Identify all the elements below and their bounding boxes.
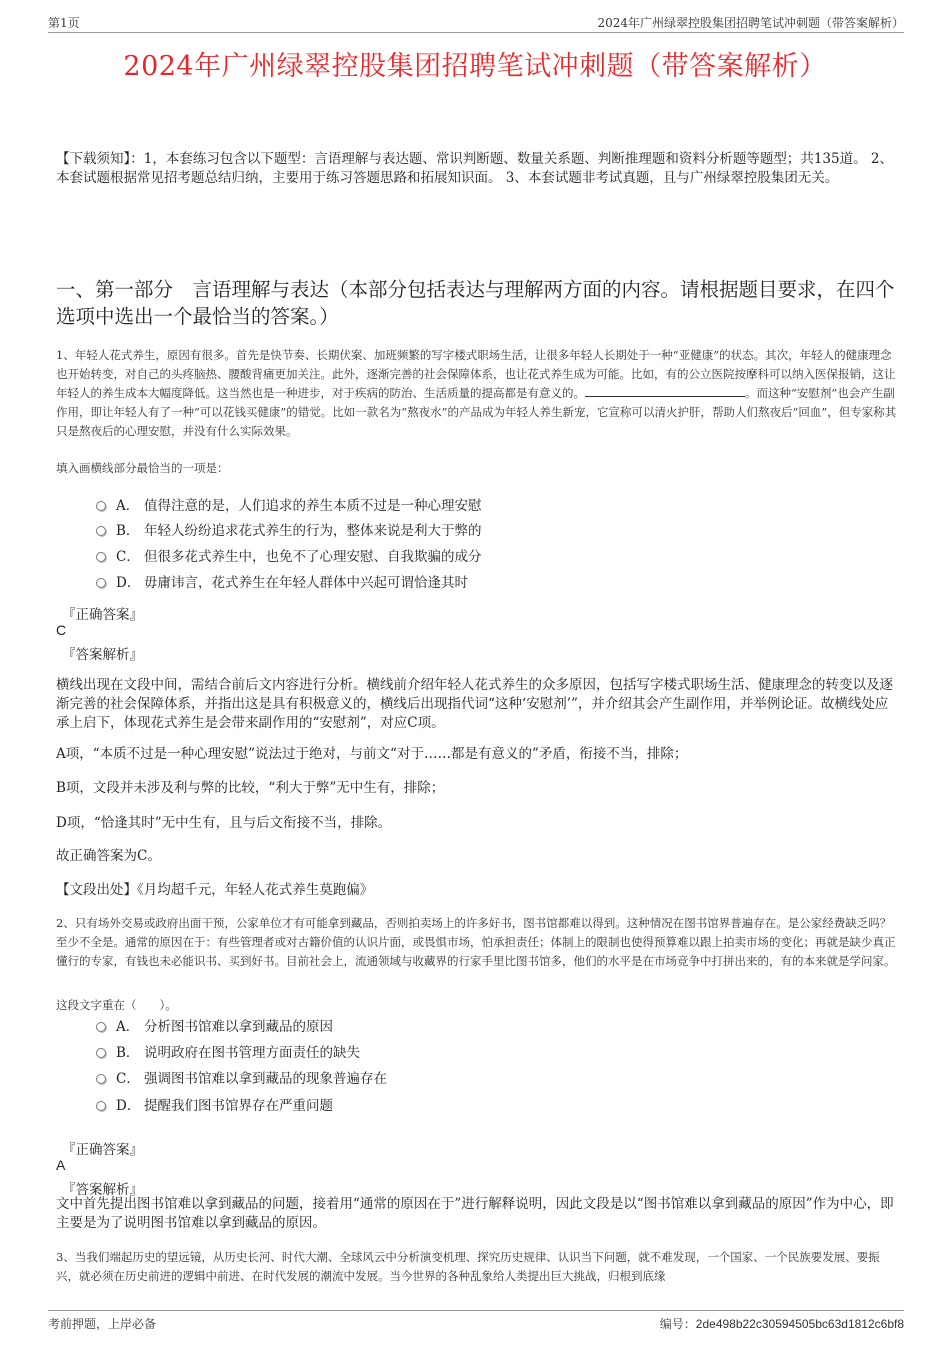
- fill-in-blank: [585, 384, 745, 397]
- question-1-option-d[interactable]: D． 毋庸讳言，花式养生在年轻人群体中兴起可谓恰逢其时: [96, 574, 468, 592]
- radio-icon[interactable]: [96, 501, 106, 511]
- page-title: 2024年广州绿翠控股集团招聘笔试冲刺题（带答案解析）: [123, 51, 827, 82]
- question-3-stem: 3、当我们端起历史的望远镜，从历史长河、时代大潮、全球风云中分析演变机理、探究历史规律、认识当下问题，就不难发现，一个国家、一个民族要发展、要振兴，就必须在历史前进的逻辑中前进、在时代发展的潮流中发展。当今世界的各种乱象给人类提出巨大挑战，归根到底缘: [56, 1250, 880, 1283]
- question-1-option-c[interactable]: C． 但很多花式养生中，也免不了心理安慰、自我欺骗的成分: [96, 548, 482, 566]
- question-2-analysis: 文中首先提出图书馆难以拿到藏品的问题，接着用“通常的原因在于”进行解释说明，因此文段是以“图书馆难以拿到藏品的原因”作为中心，即主要是为了说明图书馆难以拿到藏品的原因。: [56, 1196, 894, 1231]
- question-2-option-d[interactable]: D． 提醒我们图书馆界存在严重问题: [96, 1097, 333, 1115]
- radio-icon[interactable]: [96, 552, 106, 562]
- question-1-prompt: 填入画横线部分最恰当的一项是：: [56, 461, 229, 475]
- radio-icon[interactable]: [96, 1101, 106, 1111]
- question-1-source: 【文段出处】《月均超千元，年轻人花式养生莫跑偏》: [56, 882, 374, 898]
- question-1-analysis-main: 横线出现在文段中间，需结合前后文内容进行分析。横线前介绍年轻人花式养生的众多原因，包括写字楼式职场生活、健康理念的转变以及逐渐完善的社会保障体系，并指出这是具有积极意义的，横线后出现指代词“这种‘安慰剂’”，并介绍其会产生副作用，并举例论证。故横线处应承上启下，体现花式养生是会带来副作用的“安慰剂”，对应C项。: [56, 677, 893, 731]
- header-doc-title: 2024年广州绿翠控股集团招聘笔试冲刺题（带答案解析）: [597, 16, 904, 30]
- question-1-stem: 1、年轻人花式养生，原因有很多。首先是快节奏、长期伏案、加班频繁的写字楼式职场生活，让很多年轻人长期处于一种“亚健康”的状态。其次，年轻人的健康理念也开始转变，对自己的头疼脑热、腰酸背痛更加关注。此外，逐渐完善的社会保障体系，也让花式养生成为可能。比如，有的公立医院按摩科可以纳入医保报销，这让年轻人的养生成本大幅度降低。这当然也是一种进步，对于疾病的防治、生活质量的提高都是有意义的。 。而这种“安慰剂”也会产生副作用，即让年轻人有了一种“可以花钱买健康”的错觉。比如一款名为“熬夜水”的产品成为年轻人养生新宠，它宣称可以清火护肝，帮助人们熬夜后“回血”，但专家称其只是熬夜后的心理安慰，并没有什么实际效果。: [56, 348, 897, 438]
- page-header: [48, 12, 904, 33]
- question-2-analysis-label: 『答案解析』: [62, 1182, 143, 1198]
- question-2-option-a[interactable]: A． 分析图书馆难以拿到藏品的原因: [96, 1018, 333, 1036]
- radio-icon[interactable]: [96, 1074, 106, 1084]
- section-title: 一、第一部分 言语理解与表达（本部分包括表达与理解两方面的内容。请根据题目要求，在四个选项中选出一个最恰当的答案。）: [56, 278, 895, 328]
- question-1-option-b[interactable]: B． 年轻人纷纷追求花式养生的行为，整体来说是利大于弊的: [96, 522, 482, 540]
- question-1-analysis-label: 『答案解析』: [62, 647, 143, 663]
- radio-icon[interactable]: [96, 526, 106, 536]
- radio-icon[interactable]: [96, 1048, 106, 1058]
- footer-slogan: 考前押题，上岸必备: [48, 1317, 157, 1331]
- question-2-answer: A: [56, 1157, 66, 1173]
- question-1-option-a[interactable]: A． 值得注意的是，人们追求的养生本质不过是一种心理安慰: [96, 497, 482, 515]
- question-1-conclusion: 故正确答案为C。: [56, 848, 161, 864]
- question-2-option-c[interactable]: C． 强调图书馆难以拿到藏品的现象普遍存在: [96, 1070, 387, 1088]
- question-2-stem: 2、只有场外交易或政府出面干预，公家单位才有可能拿到藏品，否则拍卖场上的许多好书，图书馆都难以得到。这种情况在图书馆界普遍存在。是公家经费缺乏吗？至少不全是。通常的原因在于：有些管理者或对古籍价值的认识片面，或畏惧市场，怕承担责任；体制上的限制也使得预算难以跟上拍卖市场的变化；再就是缺少真正懂行的专家，有钱也未必能识书、买到好书。目前社会上，流通领域与收藏界的行家手里比图书馆多，他们的水平是在市场竞争中打拼出来的，有的本来就是学问家。: [56, 916, 896, 968]
- question-1-analysis-d: D项，“恰逢其时”无中生有，且与后文衔接不当，排除。: [56, 815, 392, 831]
- question-1-answer-label: 『正确答案』: [62, 607, 143, 623]
- download-notice: 【下载须知】：1，本套练习包含以下题型：言语理解与表达题、常识判断题、数量关系题、判断推理题和资料分析题等题型；共135道。 2、本套试题根据常见招考题总结归纳，主要用于练习答题思路和拓展知识面。 3、本套试题非考试真题，且与广州绿翠控股集团无关。: [56, 151, 893, 186]
- question-2-option-b[interactable]: B． 说明政府在图书管理方面责任的缺失: [96, 1044, 360, 1062]
- question-1-analysis-b: B项，文段并未涉及利与弊的比较，“利大于弊”无中生有，排除；: [56, 780, 445, 796]
- question-2-prompt: 这段文字重在（ ）。: [56, 998, 177, 1012]
- question-1-answer: C: [56, 622, 67, 638]
- radio-icon[interactable]: [96, 1022, 106, 1032]
- page-footer: [48, 1310, 904, 1331]
- question-1-analysis-a: A项，“本质不过是一种心理安慰”说法过于绝对，与前文“对于……都是有意义的”矛盾，衔接不当，排除；: [56, 746, 688, 762]
- footer-code: 编号：2de498b22c30594505bc63d1812c6bf8: [659, 1317, 904, 1331]
- question-2-answer-label: 『正确答案』: [62, 1142, 143, 1158]
- radio-icon[interactable]: [96, 578, 106, 588]
- page-number: 第1页: [48, 16, 80, 30]
